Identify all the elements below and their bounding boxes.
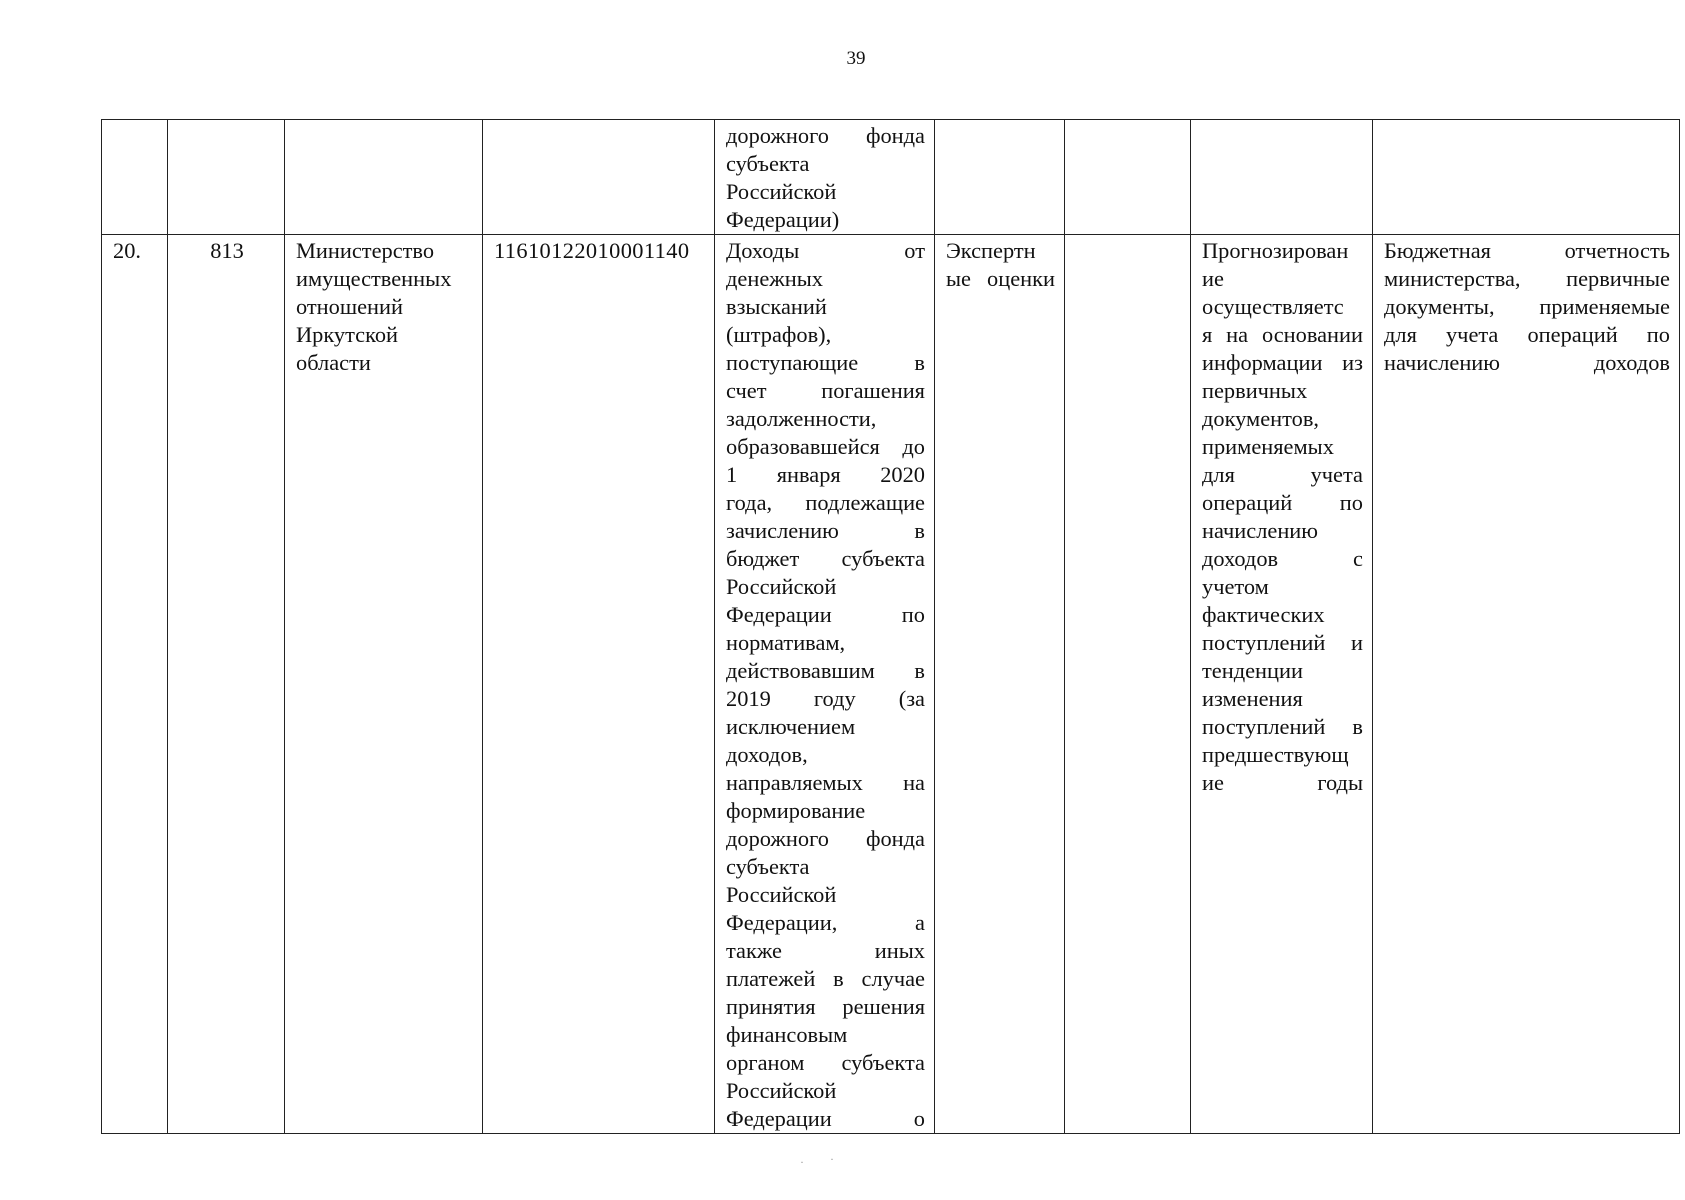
text-line: отношений xyxy=(296,294,403,319)
admin-code: 813 xyxy=(210,238,244,263)
text-line: поступающие в xyxy=(726,350,925,375)
text-line: Российской xyxy=(726,574,837,599)
kbk-code: 11610122010001140 xyxy=(494,238,690,263)
cell-revenue-name xyxy=(715,235,935,1134)
cell-admin-code xyxy=(168,235,285,1134)
cell-admin-code xyxy=(168,120,285,235)
text-line: Федерации) xyxy=(726,207,840,232)
text-line: ие годы xyxy=(1202,770,1363,795)
cell-kbk-code xyxy=(483,120,715,235)
text-line: (штрафов), xyxy=(726,322,832,347)
text-line: Иркутской xyxy=(296,322,399,347)
source-text xyxy=(1384,237,1670,377)
cell-kbk-code xyxy=(483,235,715,1134)
text-line: министерства, первичные xyxy=(1384,266,1670,291)
text-line: информации из xyxy=(1202,350,1363,375)
text-line: Федерации о xyxy=(726,1106,925,1131)
revenue-name-text xyxy=(726,122,925,234)
text-line: первичных xyxy=(1202,378,1308,403)
text-line: Российской xyxy=(726,1078,837,1103)
text-line: Российской xyxy=(726,882,837,907)
text-line: зачислению в xyxy=(726,518,925,543)
cell-method xyxy=(935,235,1065,1134)
text-line: 2019 году (за xyxy=(726,686,925,711)
text-line: формирование xyxy=(726,798,866,823)
cell-source xyxy=(1373,235,1680,1134)
cell-number xyxy=(102,235,168,1134)
text-line: ие xyxy=(1202,266,1224,291)
text-line: применяемых xyxy=(1202,434,1334,459)
text-line: образовавшейся до xyxy=(726,434,925,459)
text-line: фактических xyxy=(1202,602,1325,627)
text-line: области xyxy=(296,350,371,375)
text-line: года, подлежащие xyxy=(726,490,925,515)
text-line: Экспертн xyxy=(946,238,1036,263)
text-line: действовавшим в xyxy=(726,658,925,683)
cell-method xyxy=(935,120,1065,235)
text-line: имущественных xyxy=(296,266,452,291)
text-line: я на основании xyxy=(1202,322,1363,347)
text-line: принятия решения xyxy=(726,994,925,1019)
text-line: для учета операций по xyxy=(1384,322,1670,347)
revenue-name-text xyxy=(726,237,925,1133)
text-line: Федерации, а xyxy=(726,910,925,935)
cell-algorithm xyxy=(1191,235,1373,1134)
cell-formula xyxy=(1065,120,1191,235)
text-line: Доходы от xyxy=(726,238,925,263)
text-line: денежных xyxy=(726,266,823,291)
text-line: платежей в случае xyxy=(726,966,925,991)
text-line: поступлений и xyxy=(1202,630,1363,655)
method-text xyxy=(946,237,1055,293)
row-number: 20. xyxy=(113,238,141,263)
text-line: поступлений в xyxy=(1202,714,1363,739)
cell-number xyxy=(102,120,168,235)
text-line: учетом xyxy=(1202,574,1269,599)
text-line: Министерство xyxy=(296,238,435,263)
text-line: тенденции xyxy=(1202,658,1303,683)
administrator-text xyxy=(296,237,473,377)
revenue-forecast-table xyxy=(101,119,1680,1134)
text-line: взысканий xyxy=(726,294,827,319)
text-line: операций по xyxy=(1202,490,1363,515)
text-line: дорожного фонда xyxy=(726,826,925,851)
cell-revenue-name xyxy=(715,120,935,235)
cell-administrator xyxy=(285,235,483,1134)
text-line: предшествующ xyxy=(1202,742,1349,767)
text-line: для учета xyxy=(1202,462,1363,487)
text-line: 1 января 2020 xyxy=(726,462,925,487)
page-number: 39 xyxy=(846,48,866,69)
text-line: осуществляетс xyxy=(1202,294,1344,319)
text-line: изменения xyxy=(1202,686,1303,711)
text-line: Российской xyxy=(726,179,837,204)
cell-administrator xyxy=(285,120,483,235)
text-line: исключением xyxy=(726,714,856,739)
text-line: субъекта xyxy=(726,151,810,176)
cell-formula xyxy=(1065,235,1191,1134)
text-line: счет погашения xyxy=(726,378,925,403)
text-line: начислению xyxy=(1202,518,1319,543)
text-line: субъекта xyxy=(726,854,810,879)
text-line: ые оценки xyxy=(946,266,1055,291)
cell-source xyxy=(1373,120,1680,235)
table-row-continuation xyxy=(102,120,1680,235)
scan-speck: · xyxy=(830,1152,834,1166)
table-row xyxy=(102,235,1680,1134)
text-line: дорожного фонда xyxy=(726,123,925,148)
text-line: направляемых на xyxy=(726,770,925,795)
text-line: доходов с xyxy=(1202,546,1363,571)
algorithm-text xyxy=(1202,237,1363,797)
text-line: Федерации по xyxy=(726,602,925,627)
text-line: финансовым xyxy=(726,1022,848,1047)
text-line: начислению доходов xyxy=(1384,350,1670,375)
text-line: задолженности, xyxy=(726,406,877,431)
scan-speck: · xyxy=(800,1155,804,1169)
text-line: Бюджетная отчетность xyxy=(1384,238,1670,263)
cell-algorithm xyxy=(1191,120,1373,235)
text-line: Прогнозирован xyxy=(1202,238,1349,263)
text-line: документы, применяемые xyxy=(1384,294,1670,319)
text-line: документов, xyxy=(1202,406,1319,431)
text-line: нормативам, xyxy=(726,630,846,655)
text-line: бюджет субъекта xyxy=(726,546,925,571)
text-line: доходов, xyxy=(726,742,808,767)
text-line: органом субъекта xyxy=(726,1050,925,1075)
text-line: также иных xyxy=(726,938,925,963)
